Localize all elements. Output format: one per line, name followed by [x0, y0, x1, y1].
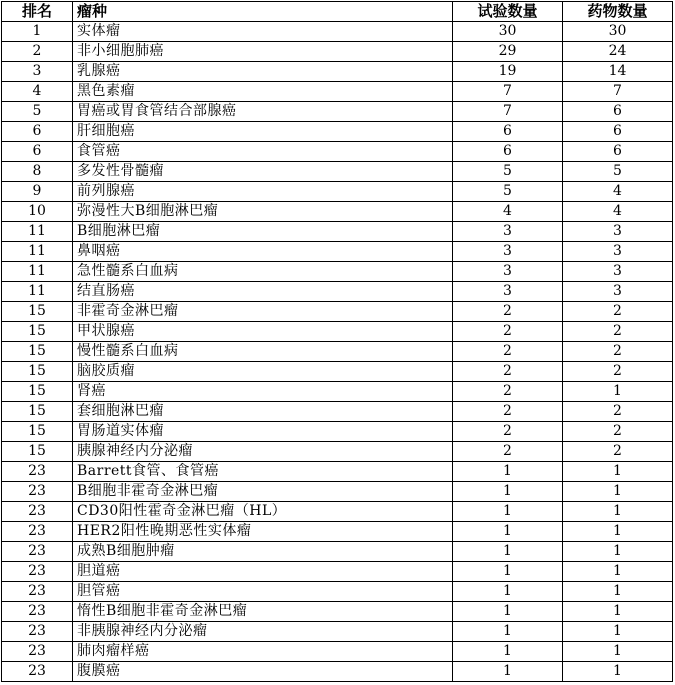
- rank-cell: 15: [2, 442, 73, 462]
- trial-count-cell: 1: [453, 642, 563, 662]
- cancer-type-cell: 黑色素瘤: [73, 82, 453, 102]
- rank-cell: 23: [2, 522, 73, 542]
- table-row: [2, 322, 673, 342]
- cancer-type-cell: 非小细胞肺癌: [73, 42, 453, 62]
- drug-count-cell: 1: [563, 542, 673, 562]
- trial-count-cell: 1: [453, 582, 563, 602]
- rank-cell: 10: [2, 202, 73, 222]
- trial-count-cell: 5: [453, 162, 563, 182]
- table-header: [2, 2, 673, 22]
- table-row: [2, 102, 673, 122]
- cancer-type-cell: B细胞淋巴瘤: [73, 222, 453, 242]
- drug-count-cell: 1: [563, 582, 673, 602]
- cancer-type-cell: HER2阳性晚期恶性实体瘤: [73, 522, 453, 542]
- trial-count-cell: 4: [453, 202, 563, 222]
- trial-count-cell: 1: [453, 602, 563, 622]
- table-row: [2, 622, 673, 642]
- trial-count-cell: 3: [453, 242, 563, 262]
- trial-count-cell: 1: [453, 662, 563, 682]
- table-row: [2, 262, 673, 282]
- rank-cell: 11: [2, 262, 73, 282]
- table-row: [2, 182, 673, 202]
- cancer-type-cell: 腹膜癌: [73, 662, 453, 682]
- drug-count-cell: 2: [563, 322, 673, 342]
- drug-count-cell: 4: [563, 202, 673, 222]
- cancer-type-cell: B细胞非霍奇金淋巴瘤: [73, 482, 453, 502]
- table-row: [2, 402, 673, 422]
- trial-count-cell: 1: [453, 522, 563, 542]
- cancer-type-cell: 非霍奇金淋巴瘤: [73, 302, 453, 322]
- trial-count-cell: 2: [453, 402, 563, 422]
- cancer-type-cell: 慢性髓系白血病: [73, 342, 453, 362]
- drug-count-cell: 24: [563, 42, 673, 62]
- cancer-type-cell: 结直肠癌: [73, 282, 453, 302]
- rank-cell: 23: [2, 582, 73, 602]
- table-row: [2, 422, 673, 442]
- cancer-type-cell: 惰性B细胞非霍奇金淋巴瘤: [73, 602, 453, 622]
- rank-cell: 23: [2, 602, 73, 622]
- trial-count-cell: 30: [453, 22, 563, 42]
- header-rank: 排名: [2, 2, 73, 22]
- trial-count-cell: 19: [453, 62, 563, 82]
- cancer-type-cell: 套细胞淋巴瘤: [73, 402, 453, 422]
- table-row: [2, 22, 673, 42]
- cancer-type-cell: 前列腺癌: [73, 182, 453, 202]
- drug-count-cell: 1: [563, 642, 673, 662]
- trial-count-cell: 1: [453, 622, 563, 642]
- drug-count-cell: 3: [563, 242, 673, 262]
- table-row: [2, 342, 673, 362]
- rank-cell: 23: [2, 542, 73, 562]
- table-row: [2, 282, 673, 302]
- rank-cell: 1: [2, 22, 73, 42]
- rank-cell: 23: [2, 462, 73, 482]
- table-row: [2, 62, 673, 82]
- table-row: [2, 542, 673, 562]
- cancer-type-cell: 非胰腺神经内分泌瘤: [73, 622, 453, 642]
- drug-count-cell: 2: [563, 362, 673, 382]
- trial-count-cell: 1: [453, 562, 563, 582]
- table-row: [2, 462, 673, 482]
- drug-count-cell: 1: [563, 382, 673, 402]
- rank-cell: 15: [2, 422, 73, 442]
- table-row: [2, 482, 673, 502]
- drug-count-cell: 1: [563, 482, 673, 502]
- cancer-type-cell: 脑胶质瘤: [73, 362, 453, 382]
- drug-count-cell: 2: [563, 442, 673, 462]
- cancer-type-cell: 成熟B细胞肿瘤: [73, 542, 453, 562]
- drug-count-cell: 2: [563, 402, 673, 422]
- drug-count-cell: 3: [563, 222, 673, 242]
- table-row: [2, 222, 673, 242]
- trial-count-cell: 3: [453, 282, 563, 302]
- cancer-type-cell: 胰腺神经内分泌瘤: [73, 442, 453, 462]
- drug-count-cell: 1: [563, 522, 673, 542]
- cancer-type-cell: 食管癌: [73, 142, 453, 162]
- header-cancer-type: 瘤种: [73, 2, 453, 22]
- table-row: [2, 122, 673, 142]
- drug-count-cell: 1: [563, 502, 673, 522]
- cancer-type-cell: 胆管癌: [73, 582, 453, 602]
- drug-count-cell: 1: [563, 562, 673, 582]
- drug-count-cell: 2: [563, 422, 673, 442]
- cancer-type-cell: 乳腺癌: [73, 62, 453, 82]
- trial-count-cell: 6: [453, 122, 563, 142]
- rank-cell: 23: [2, 482, 73, 502]
- table-row: [2, 602, 673, 622]
- rank-cell: 15: [2, 382, 73, 402]
- rank-cell: 6: [2, 122, 73, 142]
- table-row: [2, 242, 673, 262]
- rank-cell: 15: [2, 302, 73, 322]
- drug-count-cell: 6: [563, 102, 673, 122]
- rank-cell: 15: [2, 342, 73, 362]
- cancer-type-cell: 弥漫性大B细胞淋巴瘤: [73, 202, 453, 222]
- trial-count-cell: 6: [453, 142, 563, 162]
- trial-count-cell: 29: [453, 42, 563, 62]
- rank-cell: 15: [2, 362, 73, 382]
- rank-cell: 6: [2, 142, 73, 162]
- header-trial-count: 试验数量: [453, 2, 563, 22]
- rank-cell: 23: [2, 562, 73, 582]
- rank-cell: 15: [2, 402, 73, 422]
- drug-count-cell: 1: [563, 462, 673, 482]
- table-row: [2, 302, 673, 322]
- cancer-type-cell: 胆道癌: [73, 562, 453, 582]
- rank-cell: 5: [2, 102, 73, 122]
- trial-count-cell: 7: [453, 102, 563, 122]
- rank-cell: 9: [2, 182, 73, 202]
- drug-count-cell: 2: [563, 342, 673, 362]
- table-row: [2, 382, 673, 402]
- rank-cell: 23: [2, 502, 73, 522]
- trial-count-cell: 1: [453, 482, 563, 502]
- table-row: [2, 562, 673, 582]
- cancer-type-cell: 肺肉瘤样癌: [73, 642, 453, 662]
- trial-count-cell: 2: [453, 382, 563, 402]
- trial-count-cell: 7: [453, 82, 563, 102]
- drug-count-cell: 6: [563, 142, 673, 162]
- trial-count-cell: 1: [453, 462, 563, 482]
- trial-count-cell: 2: [453, 342, 563, 362]
- drug-count-cell: 30: [563, 22, 673, 42]
- cancer-type-cell: 甲状腺癌: [73, 322, 453, 342]
- table-row: [2, 582, 673, 602]
- cancer-type-cell: 多发性骨髓瘤: [73, 162, 453, 182]
- rank-cell: 23: [2, 622, 73, 642]
- rank-cell: 4: [2, 82, 73, 102]
- header-row: [2, 2, 673, 22]
- trial-count-cell: 2: [453, 322, 563, 342]
- header-drug-count: 药物数量: [563, 2, 673, 22]
- trial-count-cell: 5: [453, 182, 563, 202]
- table-row: [2, 82, 673, 102]
- trial-count-cell: 3: [453, 262, 563, 282]
- rank-cell: 11: [2, 282, 73, 302]
- rank-cell: 3: [2, 62, 73, 82]
- trial-count-cell: 1: [453, 542, 563, 562]
- table-row: [2, 162, 673, 182]
- rank-cell: 11: [2, 242, 73, 262]
- rank-cell: 15: [2, 322, 73, 342]
- drug-count-cell: 1: [563, 602, 673, 622]
- table-row: [2, 142, 673, 162]
- table-row: [2, 502, 673, 522]
- drug-count-cell: 14: [563, 62, 673, 82]
- trial-count-cell: 3: [453, 222, 563, 242]
- trial-count-cell: 2: [453, 422, 563, 442]
- drug-count-cell: 3: [563, 262, 673, 282]
- table-row: [2, 662, 673, 682]
- cancer-type-cell: CD30阳性霍奇金淋巴瘤（HL）: [73, 502, 453, 522]
- drug-count-cell: 7: [563, 82, 673, 102]
- drug-count-cell: 4: [563, 182, 673, 202]
- trial-count-cell: 2: [453, 302, 563, 322]
- drug-count-cell: 2: [563, 302, 673, 322]
- cancer-type-cell: 胃癌或胃食管结合部腺癌: [73, 102, 453, 122]
- rank-cell: 23: [2, 662, 73, 682]
- table-row: [2, 362, 673, 382]
- table-body: [2, 22, 673, 682]
- table-row: [2, 202, 673, 222]
- cancer-trials-table: [1, 1, 673, 682]
- cancer-type-cell: 胃肠道实体瘤: [73, 422, 453, 442]
- drug-count-cell: 6: [563, 122, 673, 142]
- drug-count-cell: 5: [563, 162, 673, 182]
- cancer-type-cell: 急性髓系白血病: [73, 262, 453, 282]
- cancer-type-cell: 肾癌: [73, 382, 453, 402]
- trial-count-cell: 2: [453, 442, 563, 462]
- table-row: [2, 42, 673, 62]
- drug-count-cell: 3: [563, 282, 673, 302]
- cancer-type-cell: 肝细胞癌: [73, 122, 453, 142]
- table-row: [2, 642, 673, 662]
- table-row: [2, 442, 673, 462]
- rank-cell: 8: [2, 162, 73, 182]
- cancer-type-cell: 实体瘤: [73, 22, 453, 42]
- drug-count-cell: 1: [563, 662, 673, 682]
- trial-count-cell: 2: [453, 362, 563, 382]
- rank-cell: 23: [2, 642, 73, 662]
- drug-count-cell: 1: [563, 622, 673, 642]
- trial-count-cell: 1: [453, 502, 563, 522]
- rank-cell: 11: [2, 222, 73, 242]
- cancer-type-cell: Barrett食管、食管癌: [73, 462, 453, 482]
- table-row: [2, 522, 673, 542]
- cancer-type-cell: 鼻咽癌: [73, 242, 453, 262]
- rank-cell: 2: [2, 42, 73, 62]
